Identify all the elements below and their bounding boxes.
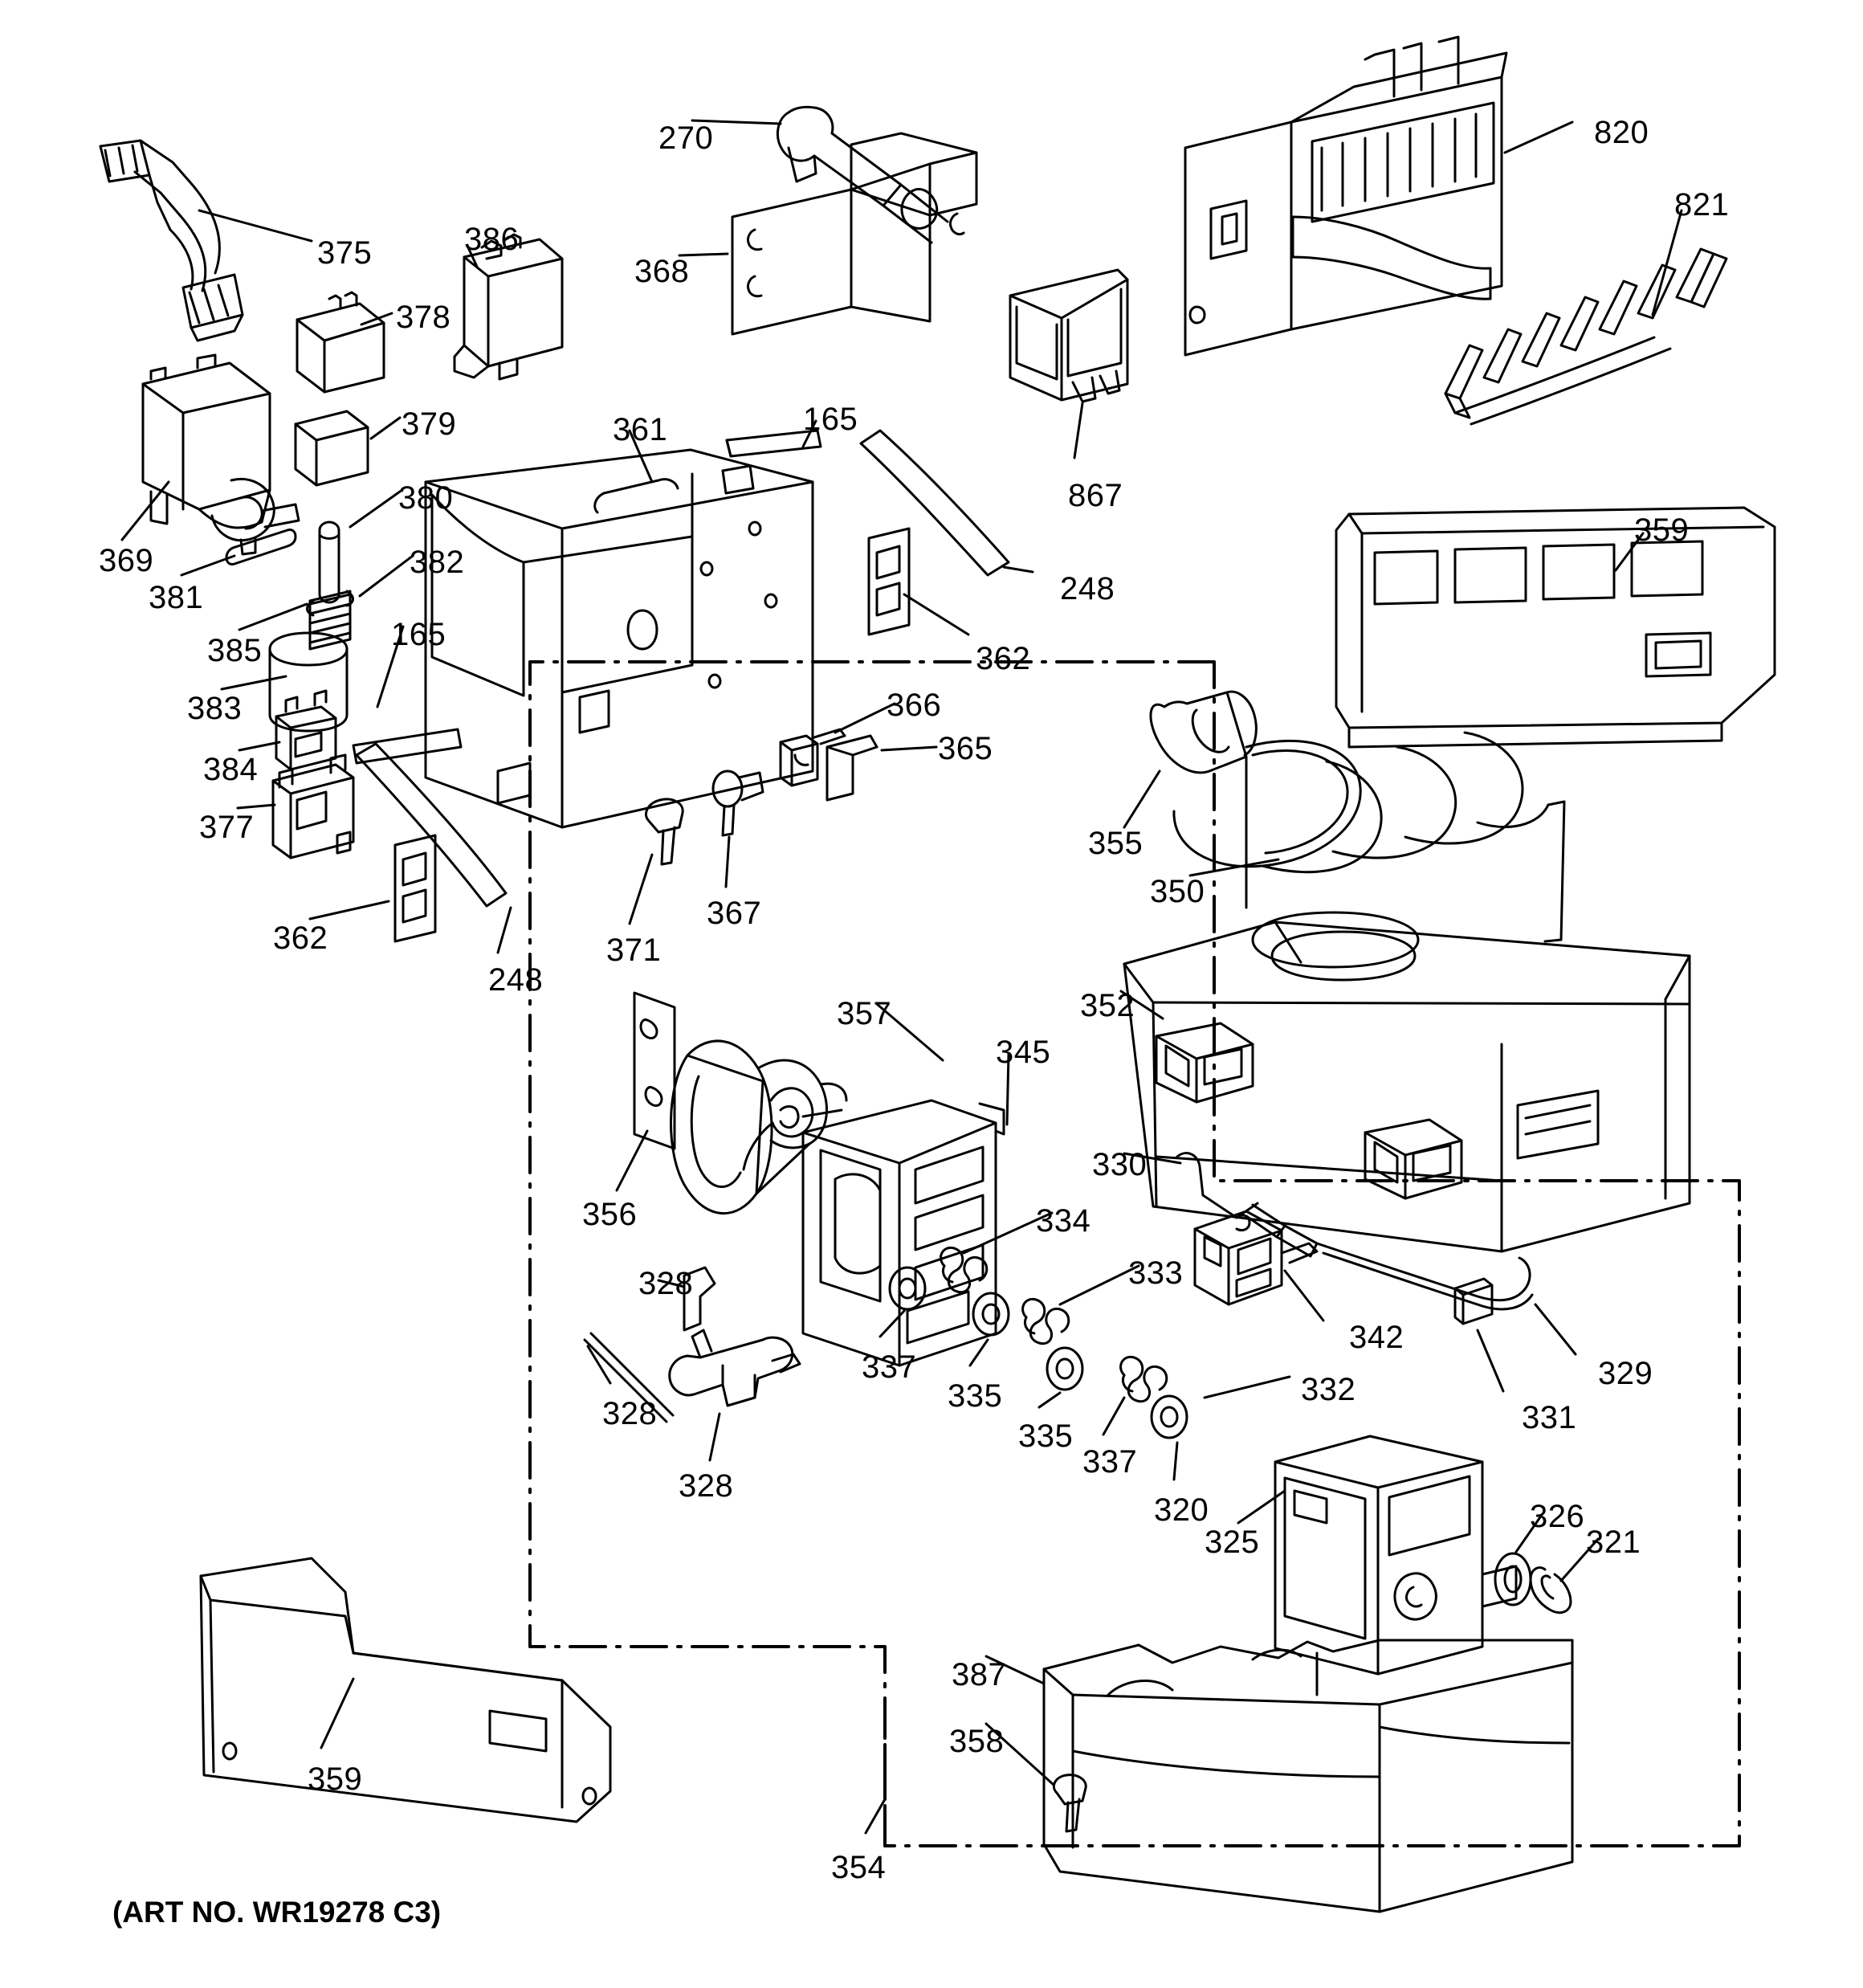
part-362-plate-right [869, 529, 909, 635]
part-350-auger [1174, 733, 1564, 941]
callout-386: 386 [464, 222, 520, 257]
callout-335: 335 [1018, 1419, 1074, 1454]
callout-377: 377 [199, 810, 255, 845]
art-number-label: (ART NO. WR19278 C3) [112, 1896, 442, 1929]
part-334-spring-upper [941, 1247, 987, 1292]
part-321-retainer-clip [1531, 1568, 1571, 1613]
callout-369: 369 [99, 543, 154, 578]
callout-337: 337 [1082, 1444, 1138, 1480]
callout-328: 328 [602, 1396, 658, 1431]
part-345-chute-panel [803, 1100, 1004, 1365]
part-379-bushing [296, 411, 368, 485]
callout-335: 335 [948, 1378, 1003, 1414]
callout-380: 380 [398, 480, 454, 516]
callout-329: 329 [1598, 1356, 1653, 1391]
callout-867: 867 [1068, 478, 1123, 513]
callout-248: 248 [488, 962, 544, 998]
callout-362: 362 [273, 921, 328, 956]
callout-332: 332 [1301, 1372, 1356, 1407]
callout-326: 326 [1530, 1499, 1585, 1534]
part-248-trim-left [357, 744, 506, 906]
callout-385: 385 [207, 633, 263, 668]
callout-375: 375 [317, 235, 373, 271]
part-367-fastener [713, 771, 763, 835]
callout-321: 321 [1586, 1525, 1641, 1560]
callout-354: 354 [831, 1850, 887, 1885]
callout-358: 358 [949, 1724, 1005, 1759]
part-325-motor-housing [1275, 1436, 1516, 1674]
callout-387: 387 [952, 1657, 1007, 1692]
part-335-washer-a [973, 1293, 1009, 1335]
callout-361: 361 [613, 412, 668, 447]
callout-382: 382 [410, 545, 465, 580]
part-330-actuator-rod [1177, 1153, 1317, 1256]
part-369-auger-motor [143, 355, 299, 554]
callout-383: 383 [187, 691, 243, 726]
callout-165: 165 [391, 617, 446, 652]
callout-328: 328 [679, 1468, 734, 1504]
callout-359: 359 [308, 1761, 363, 1797]
part-377-mounting-bracket [273, 755, 353, 858]
part-361-housing [426, 450, 813, 827]
part-331-clip [1455, 1279, 1492, 1324]
part-382-coupler [308, 591, 353, 649]
callout-342: 342 [1349, 1320, 1404, 1355]
part-368-mount-bracket [732, 133, 976, 334]
callout-359: 359 [1634, 512, 1690, 548]
callout-381: 381 [149, 580, 204, 615]
part-387-ice-bin [1044, 1640, 1572, 1912]
part-335-washer-b [1047, 1348, 1082, 1390]
callout-362: 362 [976, 641, 1031, 676]
part-332-spring-lower [1121, 1357, 1167, 1401]
callout-821: 821 [1674, 187, 1730, 222]
part-326-grommet [1495, 1553, 1531, 1605]
callout-384: 384 [203, 752, 259, 787]
callout-334: 334 [1036, 1203, 1091, 1239]
callout-328: 328 [638, 1266, 694, 1301]
part-385-shaft [320, 522, 339, 602]
part-820-icemaker [1185, 37, 1506, 355]
callout-337: 337 [862, 1349, 917, 1385]
part-365-bracket [827, 736, 877, 800]
part-378-solenoid [297, 292, 384, 392]
part-821-ejector-blades [1445, 249, 1726, 424]
part-359-trim-right [1336, 508, 1775, 747]
callout-248: 248 [1060, 571, 1115, 606]
callout-345: 345 [996, 1035, 1051, 1070]
callout-333: 333 [1128, 1255, 1184, 1291]
leader-lines [122, 120, 1682, 1833]
part-329-wire-form [1317, 1243, 1532, 1309]
part-356-hinge-plate [634, 993, 675, 1149]
callout-270: 270 [658, 120, 714, 156]
callout-331: 331 [1522, 1400, 1577, 1435]
callout-357: 357 [837, 996, 892, 1031]
callout-325: 325 [1205, 1525, 1260, 1560]
callout-367: 367 [707, 896, 762, 931]
part-375-wiring-harness [100, 141, 243, 341]
part-358-screw [1054, 1775, 1086, 1831]
part-867-tray [1010, 270, 1127, 402]
callout-330: 330 [1092, 1147, 1148, 1182]
callout-355: 355 [1088, 826, 1143, 861]
callout-165: 165 [803, 402, 858, 437]
part-359-trim-left [201, 1558, 610, 1822]
callout-368: 368 [634, 254, 690, 289]
part-355-funnel [1151, 692, 1256, 773]
callout-320: 320 [1154, 1492, 1209, 1528]
part-248-trim-right [861, 431, 1009, 575]
part-362-plate-left [395, 835, 435, 941]
callout-371: 371 [606, 933, 662, 968]
part-333-spring-mid [1023, 1299, 1069, 1343]
callout-350: 350 [1150, 874, 1205, 909]
callout-366: 366 [887, 688, 942, 723]
part-270-auger-shaft [777, 107, 948, 243]
callout-356: 356 [582, 1197, 638, 1232]
callout-378: 378 [396, 300, 451, 335]
callout-820: 820 [1594, 115, 1649, 150]
part-337-washer-upper [890, 1268, 925, 1309]
callout-352: 352 [1080, 988, 1135, 1023]
part-320-washer-lower [1152, 1396, 1187, 1438]
callout-365: 365 [938, 731, 993, 766]
callout-379: 379 [402, 406, 457, 442]
